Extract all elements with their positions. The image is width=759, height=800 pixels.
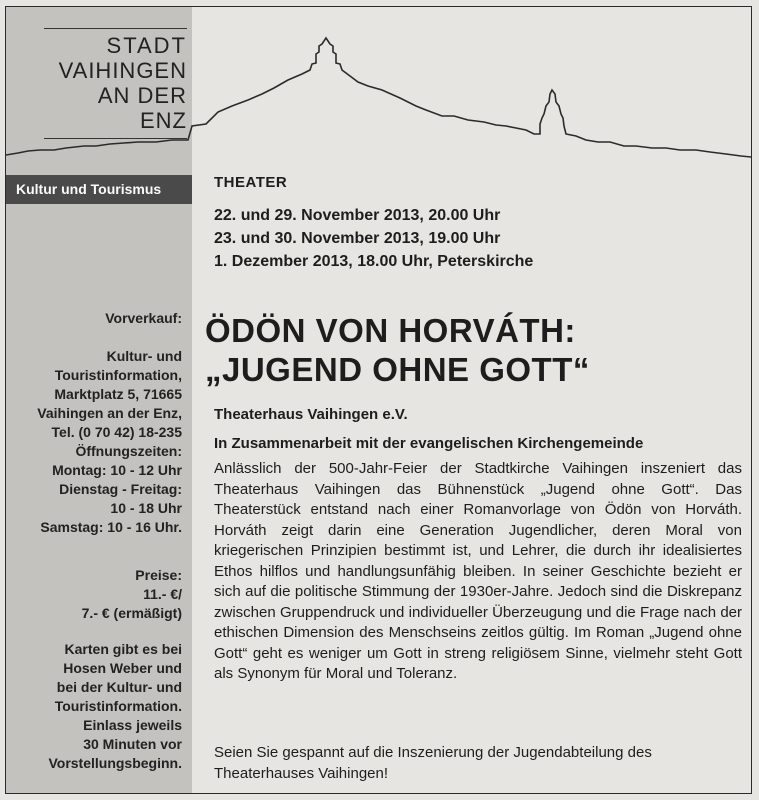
category-heading: THEATER [214, 174, 288, 191]
ticket-line: Hosen Weber und [63, 660, 182, 676]
title-line-2: „JUGEND OHNE GOTT“ [205, 351, 590, 388]
ticket-line: Einlass jeweils [83, 717, 182, 733]
city-logo [44, 33, 187, 133]
description [214, 459, 742, 685]
hours-heading: Öffnungszeiten: [75, 443, 182, 459]
date-line: 22. und 29. November 2013, 20.00 Uhr [214, 207, 501, 224]
office-line: Tel. (0 70 42) 18-235 [51, 424, 182, 440]
logo-bottom-rule [44, 138, 187, 139]
office-address [12, 347, 182, 537]
price-line: 11.- €/ [143, 586, 182, 602]
office-line: Touristinformation, [54, 367, 182, 383]
logo-top-rule [44, 28, 187, 29]
logo-line-2: VAIHINGEN [58, 58, 187, 83]
closing-paragraph: Seien Sie gespannt auf die Inszenierung der Jugendabteilung des Theaterhauses Vaihingen! [214, 744, 652, 782]
play-title [205, 311, 745, 389]
section-label: Kultur und Tourismus [6, 175, 192, 204]
performance-dates [214, 204, 533, 273]
price-line: 7.- € (ermäßigt) [81, 605, 182, 621]
hours-line: 10 - 18 Uhr [110, 500, 182, 516]
ticket-line: Vorstellungsbeginn. [48, 755, 182, 771]
presale-heading: Vorverkauf: [105, 310, 182, 326]
date-line: 1. Dezember 2013, 18.00 Uhr, Peterskirche [214, 253, 534, 270]
cooperation-note: In Zusammenarbeit mit der evangelischen Kirchengemeinde [214, 435, 644, 452]
ticket-info [12, 640, 182, 773]
ticket-line: Karten gibt es bei [64, 641, 182, 657]
office-line: Vaihingen an der Enz, [37, 405, 182, 421]
ticket-line: 30 Minuten vor [83, 736, 182, 752]
hours-line: Dienstag - Freitag: [59, 481, 182, 497]
organizer: Theaterhaus Vaihingen e.V. [214, 406, 408, 423]
office-line: Marktplatz 5, 71665 [54, 386, 182, 402]
ticket-line: bei der Kultur- und [56, 679, 182, 695]
hours-line: Montag: 10 - 12 Uhr [52, 462, 182, 478]
date-line: 23. und 30. November 2013, 19.00 Uhr [214, 230, 501, 247]
prices [12, 566, 182, 623]
logo-line-3: AN DER ENZ [97, 83, 187, 133]
prices-heading: Preise: [135, 567, 182, 583]
title-line-1: ÖDÖN VON HORVÁTH: [205, 312, 576, 349]
ticket-line: Touristinformation. [54, 698, 182, 714]
logo-line-1: STADT [106, 33, 187, 58]
description-paragraph: Anlässlich der 500-Jahr-Feier der Stadtkirche Vaihingen inszeniert das Theaterhaus Vaihingen das Bühnenstück „Jugend ohne Gott“. Das Theaterstück entstand nach einer Romanvorlage von Ödön von Horváth. Horváth zeigt darin eine Generation Jugendlicher, deren Moral von kriegerischen Prinzipien bestimmt ist, und Lehrer, die durch ihr idealisiertes Ethos hilflos und handlungsunfähig bleiben. In seiner Geschichte bezieht er sich auf die politische Stimmung der 1930er-Jahre. Jedoch sind die Diskrepanz zwischen Gruppendruck und individueller Überzeugung und die Frage nach der ethischen Dimension des Menschseins zeitlos gültig. Im Roman „Jugend ohne Gott“ geht es weniger um Gott in streng religiösem Sinne, vielmehr steht Gott als Synonym für Moral und Toleranz. [214, 460, 742, 682]
office-line: Kultur- und [106, 348, 182, 364]
hours-line: Samstag: 10 - 16 Uhr. [40, 519, 182, 535]
